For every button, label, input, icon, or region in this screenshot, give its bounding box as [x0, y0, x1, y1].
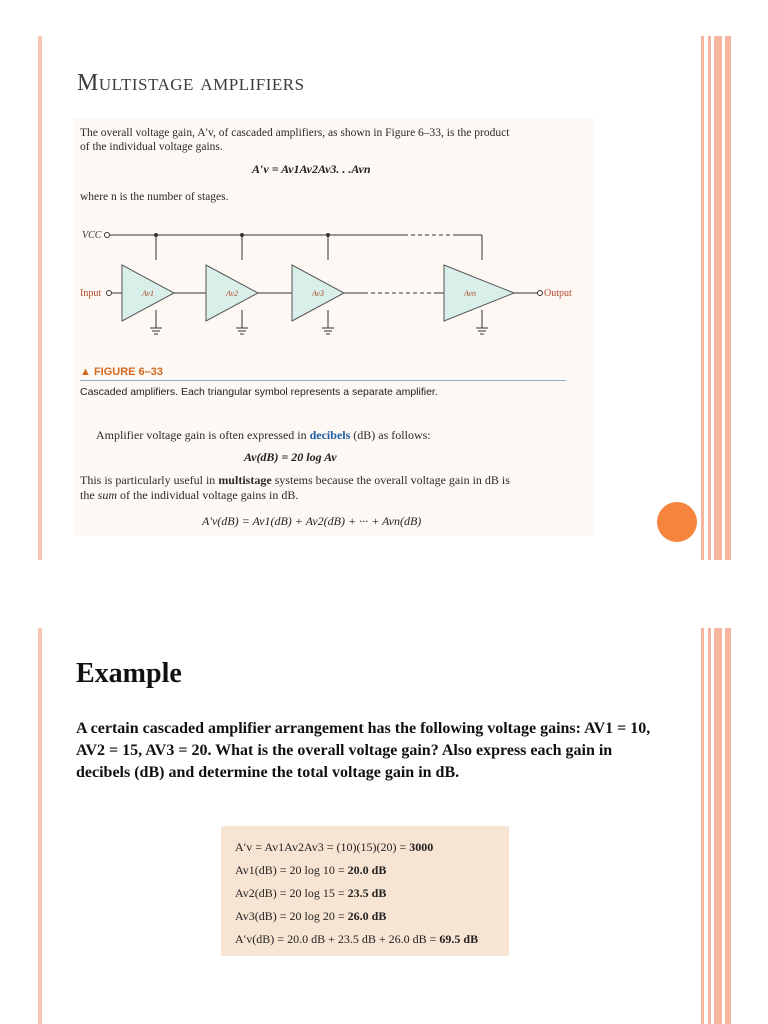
stage-label-n: Avn [464, 289, 476, 298]
slide-title: Example [76, 658, 182, 689]
solution-line-2: Av1(dB) = 20 log 10 = 20.0 dB [235, 863, 387, 877]
orange-accent-dot [657, 502, 697, 542]
example-problem: A certain cascaded amplifier arrangement has the following voltage gains: AV1 = 10, AV2 = 15, AV3 = 20. What is the overall voltage gain? Also express each gain in decibels (dB) and determine the total voltage gain in dB. [76, 720, 651, 781]
right-accent-bars [701, 628, 735, 1024]
figure-caption: Cascaded amplifiers. Each triangular symbol represents a separate amplifier. [80, 386, 438, 398]
stage-label-2: Av2 [226, 289, 238, 298]
vcc-label: VCC [82, 230, 102, 241]
solution-box [221, 826, 509, 956]
figure-rule [80, 380, 566, 381]
slide-example [0, 628, 768, 1024]
multistage-line-1: This is particularly useful in multistage systems because the overall voltage gain in dB is [80, 473, 510, 487]
figure-label: ▲ FIGURE 6–33 [80, 366, 164, 378]
where-text: where n is the number of stages. [80, 191, 229, 203]
input-label: Input [80, 288, 102, 299]
decibels-keyword: decibels [309, 428, 351, 442]
left-accent-bar [38, 628, 42, 1024]
multistage-line-2: the sum of the individual voltage gains in dB. [80, 488, 299, 502]
output-label: Output [544, 288, 572, 299]
decibel-intro: Amplifier voltage gain is often expressed in decibels (dB) as follows: [96, 428, 431, 442]
solution-line-4: Av3(dB) = 20 log 20 = 26.0 dB [235, 909, 387, 923]
stage-label-3: Av3 [312, 289, 324, 298]
intro-line-2: of the individual voltage gains. [80, 141, 223, 153]
solution-line-1: A′v = Av1Av2Av3 = (10)(15)(20) = 3000 [235, 840, 434, 854]
intro-line-1: The overall voltage gain, A′v, of cascaded amplifiers, as shown in Figure 6–33, is the product [80, 127, 510, 139]
equation-total-db: A′v(dB) = Av1(dB) + Av2(dB) + ··· + Avn(dB) [202, 514, 422, 528]
amplifier-triangle-n [444, 265, 514, 321]
stage-label-1: Av1 [142, 289, 154, 298]
equation-overall-gain: A′v = Av1Av2Av3. . .Avn [252, 162, 371, 176]
cascaded-amplifier-diagram [74, 210, 594, 360]
left-accent-bar [38, 36, 42, 560]
slide-title: Multistage amplifiers [77, 70, 305, 96]
equation-db-gain: Av(dB) = 20 log Av [244, 450, 337, 464]
right-accent-bars [701, 36, 735, 560]
slide-multistage [0, 30, 768, 560]
solution-line-3: Av2(dB) = 20 log 15 = 23.5 dB [235, 886, 387, 900]
solution-line-5: A′v(dB) = 20.0 dB + 23.5 dB + 26.0 dB = 69.5 dB [235, 932, 479, 946]
